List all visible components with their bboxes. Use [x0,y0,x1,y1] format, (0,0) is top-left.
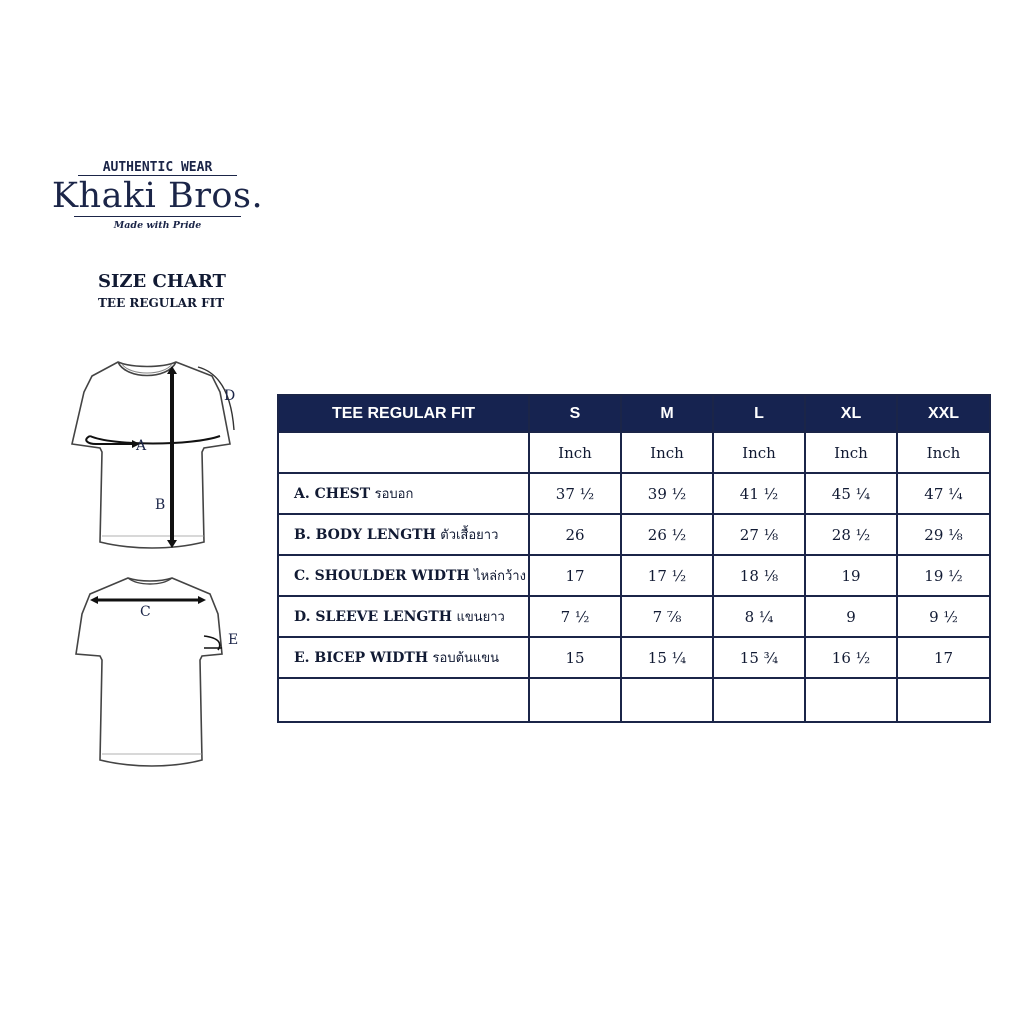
unit-cell: Inch [897,432,990,473]
table-row [278,473,990,514]
label-d: D [224,388,236,404]
table-row [278,514,990,555]
value-cell: 17 ½ [621,555,713,596]
tshirt-front-diagram [62,352,252,557]
measurement-label [278,637,529,678]
value-cell: 17 [897,637,990,678]
unit-cell: Inch [805,432,897,473]
measurement-thai: ไหล่กว้าง [474,569,526,584]
empty-cell [713,678,805,722]
measurement-name: C. SHOULDER WIDTH [294,568,470,584]
value-cell: 8 ¼ [713,596,805,637]
unit-blank-cell [278,432,529,473]
measurement-name: A. CHEST [294,486,371,502]
header-size-xxl: XXL [897,395,990,432]
empty-cell [278,678,529,722]
value-cell: 16 ½ [805,637,897,678]
value-cell: 27 ⅛ [713,514,805,555]
label-e: E [228,632,239,648]
empty-cell [897,678,990,722]
value-cell: 41 ½ [713,473,805,514]
value-cell: 45 ¼ [805,473,897,514]
value-cell: 28 ½ [805,514,897,555]
unit-cell: Inch [713,432,805,473]
measurement-label [278,596,529,637]
header-size-l: L [713,395,805,432]
value-cell: 17 [529,555,621,596]
value-cell: 29 ⅛ [897,514,990,555]
empty-cell [805,678,897,722]
value-cell: 9 [805,596,897,637]
brand-name: Khaki Bros. [51,176,264,216]
value-cell: 37 ½ [529,473,621,514]
value-cell: 19 ½ [897,555,990,596]
label-a: A [136,438,147,454]
measurement-thai: ตัวเสื้อยาว [440,528,499,543]
label-b: B [155,497,166,513]
size-chart-table [277,394,991,723]
table-row [278,555,990,596]
value-cell: 7 ½ [529,596,621,637]
measurement-label [278,514,529,555]
page-subtitle: TEE REGULAR FIT [98,296,225,310]
value-cell: 15 ¾ [713,637,805,678]
header-size-xl: XL [805,395,897,432]
measurement-label [278,473,529,514]
value-cell: 26 ½ [621,514,713,555]
measurement-thai: รอบต้นแขน [432,651,500,666]
value-cell: 26 [529,514,621,555]
page-title: SIZE CHART [98,271,226,292]
brand-tagline-top: AUTHENTIC WEAR [102,160,213,175]
measurement-thai: แขนยาว [456,610,505,625]
empty-cell [621,678,713,722]
value-cell: 39 ½ [621,473,713,514]
value-cell: 15 [529,637,621,678]
value-cell: 15 ¼ [621,637,713,678]
unit-cell: Inch [529,432,621,473]
value-cell: 9 ½ [897,596,990,637]
measurement-name: B. BODY LENGTH [294,527,436,543]
measurement-label [278,555,529,596]
table-header-row [278,395,990,432]
unit-row [278,432,990,473]
value-cell: 18 ⅛ [713,555,805,596]
header-fit: TEE REGULAR FIT [278,395,529,432]
value-cell: 47 ¼ [897,473,990,514]
brand-logo [50,160,265,231]
unit-cell: Inch [621,432,713,473]
header-size-s: S [529,395,621,432]
measurement-name: E. BICEP WIDTH [294,650,429,666]
measurement-name: D. SLEEVE LENGTH [294,609,453,625]
empty-cell [529,678,621,722]
value-cell: 7 ⅞ [621,596,713,637]
value-cell: 19 [805,555,897,596]
label-c: C [140,604,151,620]
logo-rule-bottom [74,216,241,217]
tshirt-back-diagram [62,568,252,773]
table-row [278,637,990,678]
table-row [278,596,990,637]
measurement-thai: รอบอก [374,487,414,502]
header-size-m: M [621,395,713,432]
table-row-empty [278,678,990,722]
brand-tagline-bottom: Made with Pride [113,220,202,231]
